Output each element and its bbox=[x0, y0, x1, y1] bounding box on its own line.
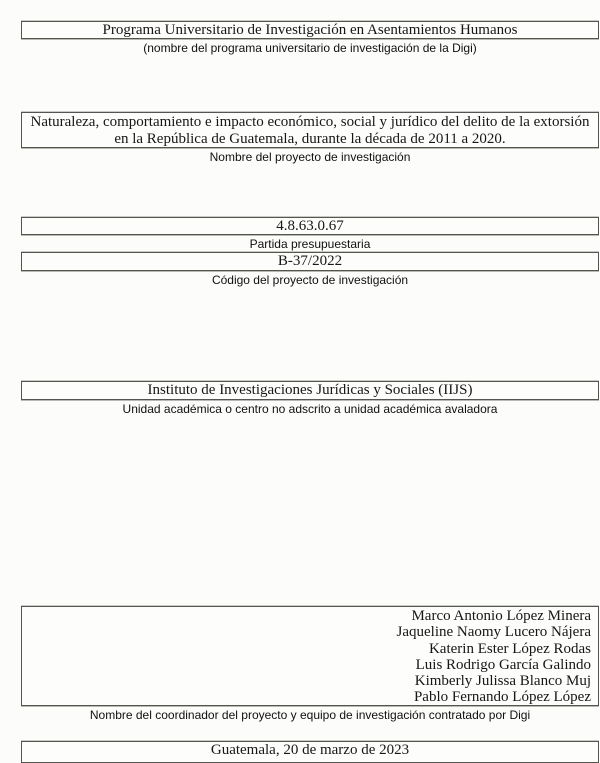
project-name-field bbox=[21, 112, 599, 148]
team-member-name: Kimberly Julissa Blanco Muj bbox=[414, 673, 591, 690]
budget-line-caption: Partida presupuestaria bbox=[249, 237, 371, 251]
project-name-line: en la República de Guatemala, durante la década de 2011 a 2020. bbox=[114, 130, 506, 147]
program-name-section bbox=[21, 21, 599, 55]
program-name-field: Programa Universitario de Investigación en Asentamientos Humanos bbox=[21, 21, 599, 39]
program-name-caption: (nombre del programa universitario de investigación de la Digi) bbox=[143, 41, 477, 55]
date-section bbox=[21, 741, 599, 763]
team-member-name: Katerin Ester López Rodas bbox=[428, 640, 591, 657]
date-field: Guatemala, 20 de marzo de 2023 bbox=[21, 741, 599, 763]
team-caption: Nombre del coordinador del proyecto y equipo de investigación contratado por Digi bbox=[89, 708, 531, 722]
project-code-section bbox=[21, 252, 599, 287]
team-member-name: Jaqueline Naomy Lucero Nájera bbox=[396, 624, 591, 641]
project-code-field: B-37/2022 bbox=[21, 252, 599, 271]
team-section bbox=[21, 606, 599, 722]
budget-line-section bbox=[21, 217, 599, 251]
academic-unit-field: Instituto de Investigaciones Jurídicas y Sociales (IIJS) bbox=[21, 381, 599, 400]
project-code-caption: Código del proyecto de investigación bbox=[211, 273, 409, 287]
project-name-line: Naturaleza, comportamiento e impacto económico, social y jurídico del delito de la extorsión bbox=[30, 114, 590, 130]
project-name-section bbox=[21, 112, 599, 164]
team-field bbox=[21, 606, 599, 706]
project-name-caption: Nombre del proyecto de investigación bbox=[209, 150, 411, 164]
budget-line-field: 4.8.63.0.67 bbox=[21, 217, 599, 235]
team-member-name: Marco Antonio López Minera bbox=[411, 608, 591, 624]
team-member-name: Pablo Fernando López López bbox=[413, 689, 591, 706]
academic-unit-caption: Unidad académica o centro no adscrito a unidad académica avaladora bbox=[122, 402, 498, 416]
academic-unit-section bbox=[21, 381, 599, 416]
team-member-name: Luis Rodrigo García Galindo bbox=[415, 656, 591, 673]
